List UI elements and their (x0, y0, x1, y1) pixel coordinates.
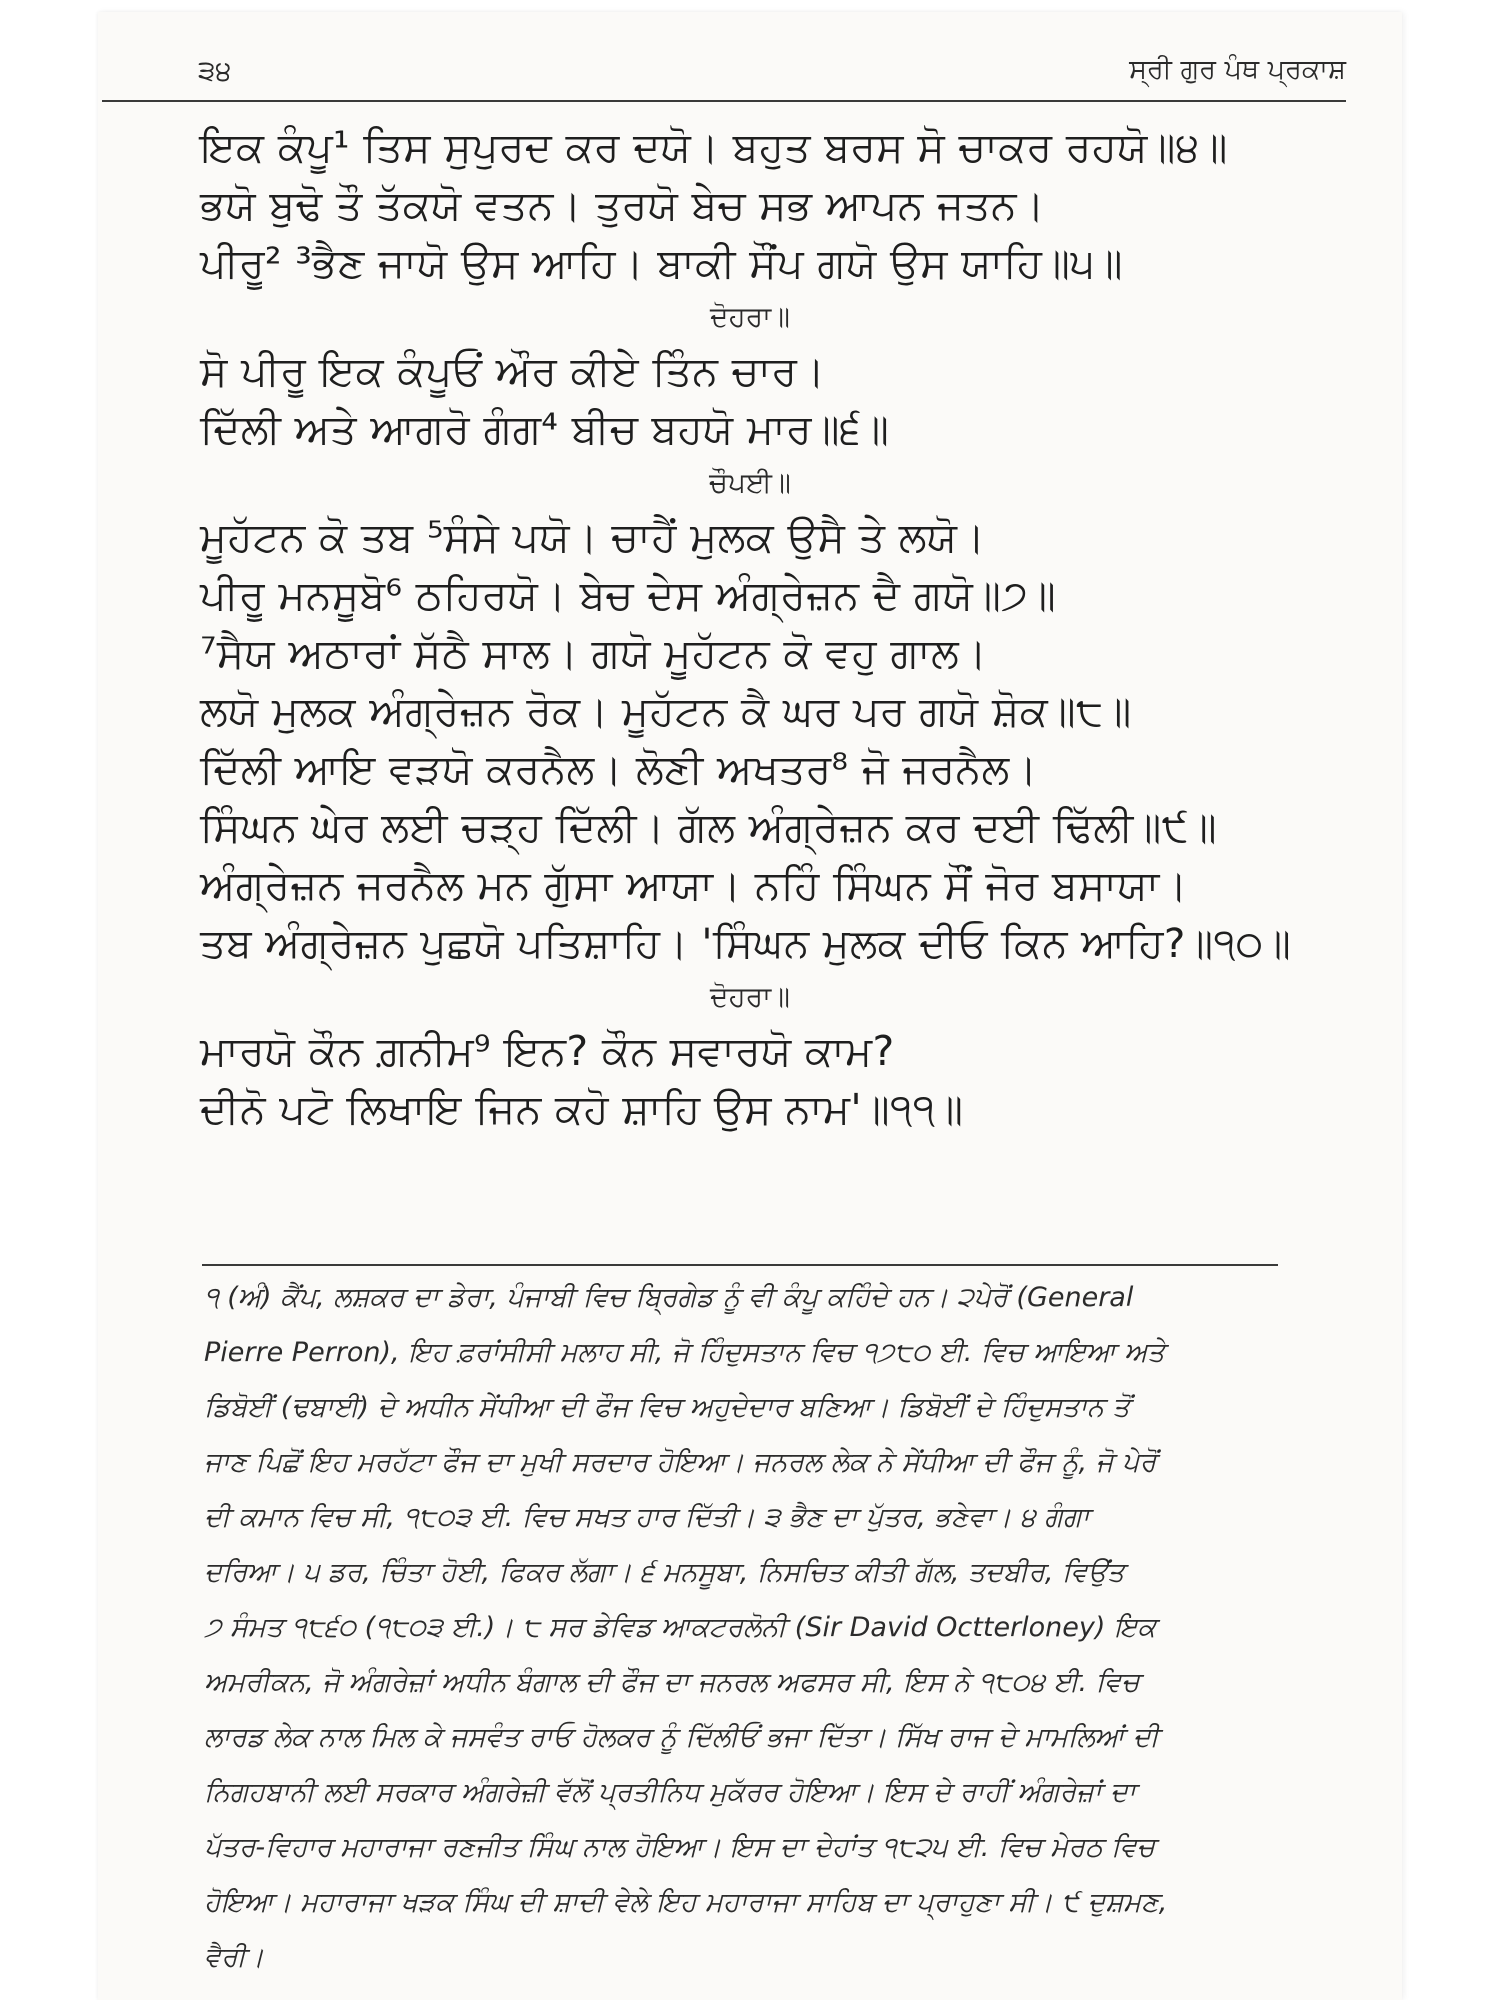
footnote-divider (202, 1264, 1278, 1266)
footnote-line: ੭ ਸੰਮਤ ੧੮੬੦ (੧੮੦੩ ਈ.)। ੮ ਸਰ ਡੇਵਿਡ ਆਕਟਰਲੋਨੀ (Sir David Octterloney) ਇਕ (204, 1612, 1156, 1643)
stanza-heading-dohra: ਦੋਹਰਾ॥ (710, 300, 790, 333)
verse-line: ਭਯੋ ਬੁਢੋ ਤੌ ਤੱਕਯੋ ਵਤਨ। ਤੁਰਯੋ ਬੇਚ ਸਭ ਆਪਨ ਜਤਨ। (200, 181, 1045, 229)
page-number: ੩੪ (198, 54, 232, 87)
verse-line: ਦਿੱਲੀ ਆਇ ਵੜਯੋ ਕਰਨੈਲ। ਲੋਣੀ ਅਖਤਰ⁸ ਜੋ ਜਰਨੈਲ। (200, 745, 1038, 793)
verse-line: ਸੋ ਪੀਰੂ ਇਕ ਕੰਪੂਓਂ ਔਰ ਕੀਏ ਤਿੰਨ ਚਾਰ। (200, 347, 826, 395)
footnote-line: ਪੱਤਰ-ਵਿਹਾਰ ਮਹਾਰਾਜਾ ਰਣਜੀਤ ਸਿੰਘ ਨਾਲ ਹੋਇਆ। ਇਸ ਦਾ ਦੇਹਾਂਤ ੧੮੨੫ ਈ. ਵਿਚ ਮੇਰਠ ਵਿਚ (204, 1832, 1155, 1863)
verse-line: ਪੀਰੂ ਮਨਸੂਬੋ⁶ ਠਹਿਰਯੋ। ਬੇਚ ਦੇਸ ਅੰਗ੍ਰੇਜ਼ਨ ਦੈ ਗਯੋ॥੭॥ (200, 571, 1057, 619)
verse-line: ਸਿੰਘਨ ਘੇਰ ਲਈ ਚੜ੍ਹ ਦਿੱਲੀ। ਗੱਲ ਅੰਗ੍ਰੇਜ਼ਨ ਕਰ ਦਈ ਢਿੱਲੀ॥੯॥ (200, 803, 1217, 851)
verse-line: ਤਬ ਅੰਗ੍ਰੇਜ਼ਨ ਪੁਛਯੋ ਪਤਿਸ਼ਾਹਿ। 'ਸਿੰਘਨ ਮੁਲਕ ਦੀਓ ਕਿਨ ਆਹਿ?॥੧੦॥ (200, 919, 1292, 967)
footnote-line: ਹੋਇਆ। ਮਹਾਰਾਜਾ ਖੜਕ ਸਿੰਘ ਦੀ ਸ਼ਾਦੀ ਵੇਲੇ ਇਹ ਮਹਾਰਾਜਾ ਸਾਹਿਬ ਦਾ ਪ੍ਰਾਹੁਣਾ ਸੀ। ੯ ਦੁਸ਼ਮਣ, (204, 1887, 1168, 1918)
stanza-heading-chaupai: ਚੌਪਈ॥ (709, 466, 791, 499)
verse-line: ⁷ਸੈਯ ਅਠਾਰਾਂ ਸੱਠੈ ਸਾਲ। ਗਯੋ ਮੂਹੱਟਨ ਕੋ ਵਹੁ ਗਾਲ। (200, 629, 988, 677)
footnote-line: ਜਾਣ ਪਿਛੋਂ ਇਹ ਮਰਹੱਟਾ ਫੌਜ ਦਾ ਮੁਖੀ ਸਰਦਾਰ ਹੋਇਆ। ਜਨਰਲ ਲੇਕ ਨੇ ਸੇਂਧੀਆ ਦੀ ਫੌਜ ਨੂੰ, ਜੋ ਪੇਰੋਂ (204, 1447, 1157, 1478)
verse-line: ਲਯੋ ਮੁਲਕ ਅੰਗ੍ਰੇਜ਼ਨ ਰੋਕ। ਮੂਹੱਟਨ ਕੈ ਘਰ ਪਰ ਗਯੋ ਸ਼ੋਕ॥੮॥ (200, 687, 1132, 735)
footnote-line: ਅਮਰੀਕਨ, ਜੋ ਅੰਗਰੇਜ਼ਾਂ ਅਧੀਨ ਬੰਗਾਲ ਦੀ ਫੌਜ ਦਾ ਜਨਰਲ ਅਫਸਰ ਸੀ, ਇਸ ਨੇ ੧੮੦੪ ਈ. ਵਿਚ (204, 1667, 1140, 1698)
stanza-heading-dohra: ਦੋਹਰਾ॥ (710, 980, 790, 1013)
footnote-line: ਨਿਗਹਬਾਨੀ ਲਈ ਸਰਕਾਰ ਅੰਗਰੇਜ਼ੀ ਵੱਲੋਂ ਪ੍ਰਤੀਨਿਧ ਮੁਕੱਰਰ ਹੋਇਆ। ਇਸ ਦੇ ਰਾਹੀਂ ਅੰਗਰੇਜ਼ਾਂ ਦਾ (204, 1777, 1136, 1808)
footnote-line: ੧ (ਅੰ) ਕੈਂਪ, ਲਸ਼ਕਰ ਦਾ ਡੇਰਾ, ਪੰਜਾਬੀ ਵਿਚ ਬ੍ਰਿਗੇਡ ਨੂੰ ਵੀ ਕੰਪੂ ਕਹਿੰਦੇ ਹਨ। ੨ਪੇਰੋਂ (General (204, 1282, 1134, 1313)
page-header (102, 40, 1346, 102)
running-title: ਸ੍ਰੀ ਗੁਰ ਪੰਥ ਪ੍ਰਕਾਸ਼ (1129, 54, 1346, 85)
verse-block (200, 118, 1300, 1138)
footnote-line: ਡਿਬੋਈਂ (ਢਬਾਈ) ਦੇ ਅਧੀਨ ਸੇਂਧੀਆ ਦੀ ਫੌਜ ਵਿਚ ਅਹੁਦੇਦਾਰ ਬਣਿਆ। ਡਿਬੋਈਂ ਦੇ ਹਿੰਦੁਸਤਾਨ ਤੋਂ (204, 1392, 1130, 1423)
verse-line: ਇਕ ਕੰਪੂ¹ ਤਿਸ ਸੁਪੁਰਦ ਕਰ ਦਯੋ। ਬਹੁਤ ਬਰਸ ਸੋ ਚਾਕਰ ਰਹਯੋ॥੪॥ (200, 123, 1228, 171)
verse-line: ਮੂਹੱਟਨ ਕੋ ਤਬ ⁵ਸੰਸੇ ਪਯੋ। ਚਾਹੈਂ ਮੁਲਕ ਉਸੈ ਤੇ ਲਯੋ। (200, 513, 986, 561)
verse-line: ਪੀਰੂ² ³ਭੈਣ ਜਾਯੋ ਉਸ ਆਹਿ। ਬਾਕੀ ਸੌਂਪ ਗਯੋ ਉਸ ਯਾਹਿ॥੫॥ (200, 239, 1123, 287)
footnote-line: ਲਾਰਡ ਲੇਕ ਨਾਲ ਮਿਲ ਕੇ ਜਸਵੰਤ ਰਾਓ ਹੋਲਕਰ ਨੂੰ ਦਿੱਲੀਓਂ ਭਜਾ ਦਿੱਤਾ। ਸਿੱਖ ਰਾਜ ਦੇ ਮਾਮਲਿਆਂ ਦੀ (204, 1722, 1159, 1753)
verse-line: ਮਾਰਯੋ ਕੌਨ ਗ਼ਨੀਮ⁹ ਇਨ? ਕੌਨ ਸਵਾਰਯੋ ਕਾਮ? (200, 1027, 895, 1075)
footnote-line: ਦੀ ਕਮਾਨ ਵਿਚ ਸੀ, ੧੮੦੩ ਈ. ਵਿਚ ਸਖਤ ਹਾਰ ਦਿੱਤੀ। ੩ ਭੈਣ ਦਾ ਪੁੱਤਰ, ਭਣੇਵਾ। ੪ ਗੰਗਾ (204, 1502, 1090, 1533)
footnote-line: ਵੈਰੀ। (204, 1942, 264, 1973)
footnote-line: ਦਰਿਆ। ੫ ਡਰ, ਚਿੰਤਾ ਹੋਈ, ਫਿਕਰ ਲੱਗਾ। ੬ ਮਨਸੂਬਾ, ਨਿਸਚਿਤ ਕੀਤੀ ਗੱਲ, ਤਦਬੀਰ, ਵਿਉਂਤ (204, 1557, 1125, 1588)
footnote-line: Pierre Perron), ਇਹ ਫ਼ਰਾਂਸੀਸੀ ਮਲਾਹ ਸੀ, ਜੋ ਹਿੰਦੁਸਤਾਨ ਵਿਚ ੧੭੮੦ ਈ. ਵਿਚ ਆਇਆ ਅਤੇ (204, 1337, 1165, 1368)
verse-line: ਅੰਗ੍ਰੇਜ਼ਨ ਜਰਨੈਲ ਮਨ ਗੁੱਸਾ ਆਯਾ। ਨਹਿੰ ਸਿੰਘਨ ਸੌਂ ਜੋਰ ਬਸਾਯਾ। (200, 861, 1188, 909)
verse-line: ਦਿੱਲੀ ਅਤੇ ਆਗਰੋ ਗੰਗ⁴ ਬੀਚ ਬਹਯੋ ਮਾਰ॥੬॥ (200, 405, 890, 453)
verse-line: ਦੀਨੋ ਪਟੋ ਲਿਖਾਇ ਜਿਨ ਕਹੋ ਸ਼ਾਹਿ ਉਸ ਨਾਮ'॥੧੧॥ (200, 1085, 964, 1133)
footnotes-block (204, 1270, 1354, 1985)
